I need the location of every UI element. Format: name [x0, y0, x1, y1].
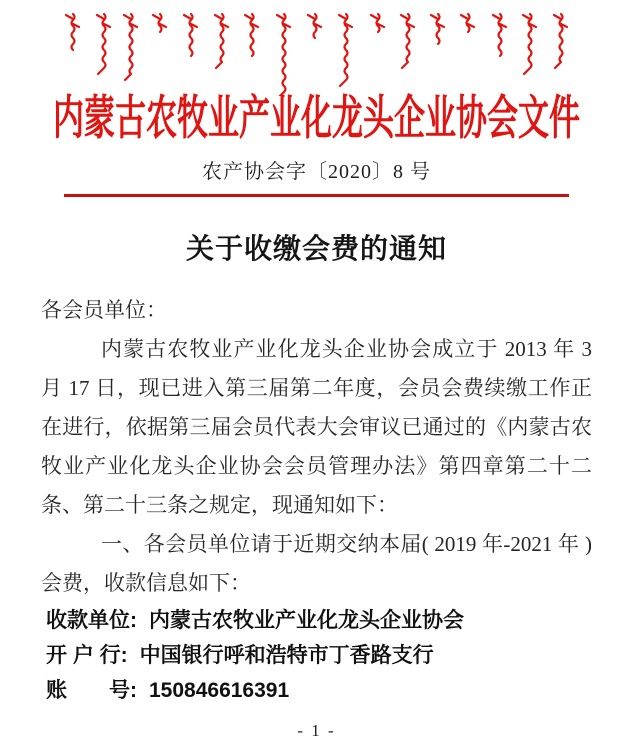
- payee-label: 收款单位:: [46, 609, 137, 632]
- payee-value: 内蒙古农牧业产业化龙头企业协会: [149, 609, 464, 632]
- notice-body: [0, 291, 633, 603]
- bank-label: 开 户 行:: [46, 644, 128, 667]
- payment-row-bank: [46, 638, 592, 673]
- red-divider-rule: [64, 194, 569, 197]
- notice-title: 关于收缴会费的通知: [185, 234, 447, 265]
- mongolian-script-icon: [0, 0, 633, 96]
- account-label: 账 号:: [46, 679, 137, 702]
- payment-row-account: [46, 673, 592, 708]
- paragraph-fee-request: 一、各会员单位请于近期交纳本届( 2019 年-2021 年 )会费，收款信息如下：: [41, 532, 592, 595]
- masthead-mongolian-banner: [0, 0, 633, 96]
- page-number: - 1 -: [297, 721, 336, 740]
- org-masthead-title: 内蒙古农牧业产业化龙头企业协会文件: [53, 91, 580, 145]
- payment-info-block: [0, 603, 633, 708]
- paragraph-intro: 内蒙古农牧业产业化龙头企业协会成立于 2013 年 3 月 17 日，现已进入第三届第二年度，会员会费续缴工作正在进行，依据第三届会员代表大会审议已通过的《内蒙古农牧业产业化龙头企业协会会员管理办法》第四章第二十二条、第二十三条之规定，现通知如下：: [41, 337, 592, 517]
- salutation: 各会员单位：: [41, 298, 167, 322]
- bank-value: 中国银行呼和浩特市丁香路支行: [139, 644, 434, 667]
- document-number: 农产协会字〔2020〕8 号: [202, 161, 431, 183]
- payment-row-payee: [46, 603, 592, 638]
- account-number-value: 150846616391: [149, 679, 290, 702]
